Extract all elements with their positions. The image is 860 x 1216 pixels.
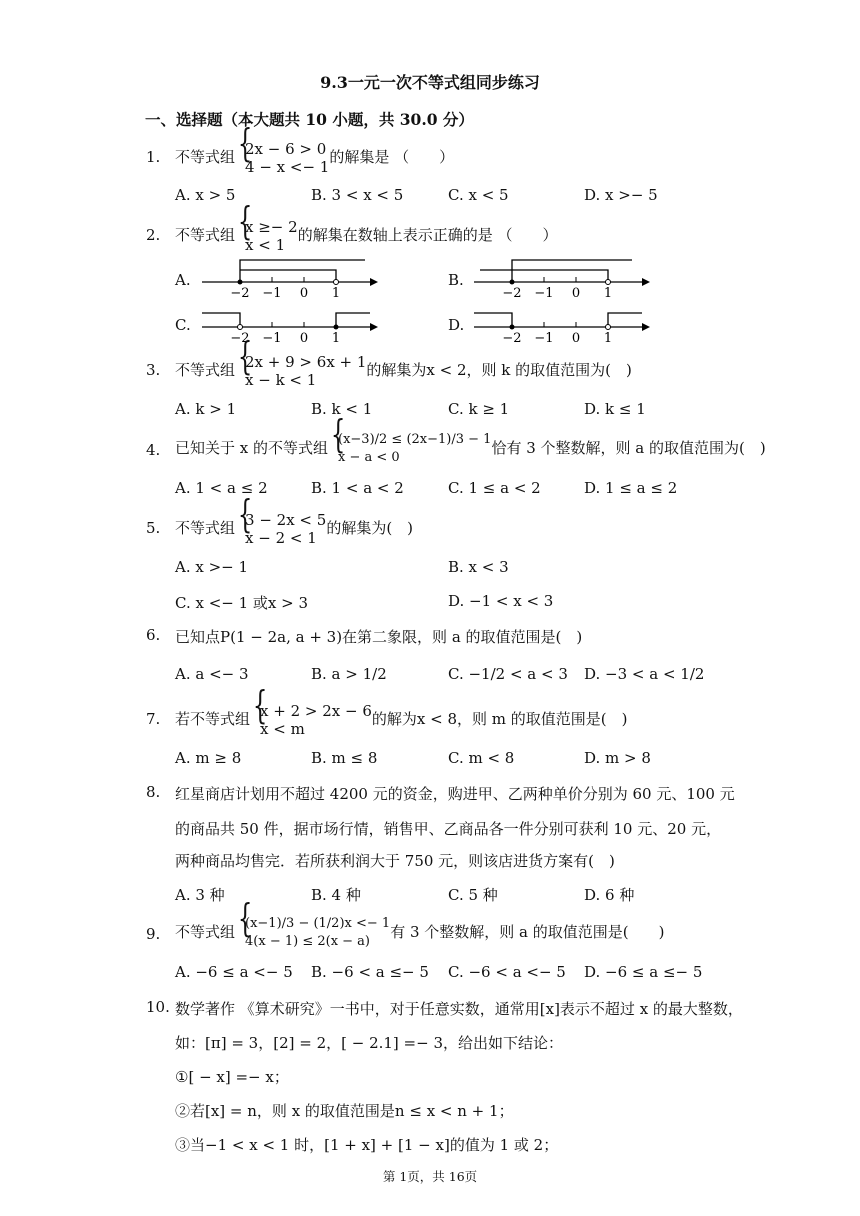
- option-a: A. −6 ≤ a <− 5: [175, 963, 293, 981]
- inequality-system: { x ≥− 2 x < 1: [235, 218, 298, 254]
- question-3-stem: 不等式组{ 2x + 9 > 6x + 1 x − k < 1的解集为x < 2，则 k 的取值范围为( ): [175, 353, 632, 389]
- svg-text:1: 1: [603, 331, 613, 345]
- number-line-a: [200, 258, 380, 300]
- option-b-label: B.: [448, 271, 464, 289]
- option-b: B. a > 1/2: [311, 665, 387, 683]
- option-d: D. −3 < a < 1/2: [584, 665, 705, 683]
- option-c: C. 5 种: [448, 886, 498, 904]
- solid-point: [510, 325, 515, 330]
- section-heading: 一、选择题（本大题共 10 小题，共 30.0 分）: [145, 110, 474, 129]
- question-8-line: 的商品共 50 件，据市场行情，销售甲、乙商品各一件分别可获利 10 元、20 元，: [175, 820, 722, 838]
- svg-text:0: 0: [299, 331, 309, 345]
- option-a: A. 1 < a ≤ 2: [175, 479, 268, 497]
- question-10-line: 如：[π] = 3，[2] = 2，[ − 2.1] =− 3，给出如下结论：: [175, 1034, 563, 1052]
- svg-text:1: 1: [603, 286, 613, 300]
- svg-text:−1: −1: [534, 286, 554, 300]
- number-line-d: [472, 303, 652, 345]
- option-b: B. −6 < a ≤− 5: [311, 963, 429, 981]
- question-number: 5.: [146, 519, 161, 537]
- svg-text:−1: −1: [262, 331, 282, 345]
- question-number: 7.: [146, 710, 161, 728]
- inequality-system: { 2x − 6 > 0 4 − x <− 1: [235, 140, 329, 176]
- question-number: 2.: [146, 226, 161, 244]
- question-7-stem: 若不等式组{ x + 2 > 2x − 6 x < m的解为x < 8，则 m 的取值范围是( ): [175, 702, 627, 738]
- open-point: [334, 280, 339, 285]
- question-number: 9.: [146, 925, 161, 943]
- question-10-line: 数学著作 《算术研究》一书中，对于任意实数，通常用[x]表示不超过 x 的最大整数，: [175, 1000, 743, 1018]
- svg-text:−2: −2: [502, 286, 522, 300]
- question-1-stem: 不等式组{ 2x − 6 > 0 4 − x <− 1的解集是 （ ）: [175, 140, 454, 176]
- number-line-b: [472, 258, 652, 300]
- option-b: B. x < 3: [448, 558, 509, 576]
- option-c-label: C.: [175, 316, 191, 334]
- option-a: A. a <− 3: [175, 665, 249, 683]
- option-b: B. k < 1: [311, 400, 373, 418]
- question-number: 10.: [146, 998, 170, 1016]
- svg-text:−2: −2: [502, 331, 522, 345]
- option-a: A. 3 种: [175, 886, 225, 904]
- question-number: 4.: [146, 441, 161, 459]
- number-line-c: [200, 303, 380, 345]
- option-c: C. −1/2 < a < 3: [448, 665, 568, 683]
- inequality-system: { x + 2 > 2x − 6 x < m: [250, 702, 372, 738]
- question-number: 3.: [146, 361, 161, 379]
- question-number: 8.: [146, 783, 161, 801]
- page-title: 9.3一元一次不等式组同步练习: [320, 73, 540, 92]
- option-c: C. x < 5: [448, 186, 509, 204]
- question-9-stem: 不等式组{ (x−1)/3 − (1/2)x <− 1 4(x − 1) ≤ 2(x − a)有 3 个整数解，则 a 的取值范围是( ): [175, 915, 664, 951]
- svg-text:−1: −1: [262, 286, 282, 300]
- question-5-stem: 不等式组{ 3 − 2x < 5 x − 2 < 1的解集为( ): [175, 511, 413, 547]
- option-b: B. 4 种: [311, 886, 361, 904]
- solid-point: [238, 280, 243, 285]
- option-c: C. x <− 1 或x > 3: [175, 594, 309, 612]
- svg-text:−2: −2: [230, 331, 250, 345]
- option-c: C. m < 8: [448, 749, 515, 767]
- solid-point: [510, 280, 515, 285]
- solid-point: [334, 325, 339, 330]
- option-b: B. 3 < x < 5: [311, 186, 404, 204]
- option-c: C. k ≥ 1: [448, 400, 510, 418]
- svg-text:1: 1: [331, 286, 341, 300]
- option-a-label: A.: [175, 271, 191, 289]
- page-footer: 第 1页，共 16页: [382, 1169, 478, 1184]
- question-4-stem: 已知关于 x 的不等式组{ (x−3)/2 ≤ (2x−1)/3 − 1 x − a < 0恰有 3 个整数解，则 a 的取值范围为( ): [175, 431, 766, 467]
- question-number: 1.: [146, 148, 161, 166]
- option-d: D. 1 ≤ a ≤ 2: [584, 479, 678, 497]
- option-c: C. 1 ≤ a < 2: [448, 479, 541, 497]
- option-d: D. −1 < x < 3: [448, 592, 554, 610]
- option-d: D. x >− 5: [584, 186, 658, 204]
- svg-text:0: 0: [571, 286, 581, 300]
- inequality-system: { (x−1)/3 − (1/2)x <− 1 4(x − 1) ≤ 2(x − a): [235, 915, 390, 951]
- svg-text:−1: −1: [534, 331, 554, 345]
- open-point: [606, 280, 611, 285]
- option-a: A. x >− 1: [175, 558, 249, 576]
- option-d: D. 6 种: [584, 886, 635, 904]
- option-a: A. k > 1: [175, 400, 237, 418]
- question-6-stem: 已知点P(1 − 2a, a + 3)在第二象限，则 a 的取值范围是( ): [175, 628, 583, 646]
- option-b: B. 1 < a < 2: [311, 479, 404, 497]
- question-8-line: 两种商品均售完．若所获利润大于 750 元，则该店进货方案有( ): [175, 852, 615, 870]
- option-b: B. m ≤ 8: [311, 749, 378, 767]
- inequality-system: { (x−3)/2 ≤ (2x−1)/3 − 1 x − a < 0: [328, 431, 491, 467]
- inequality-system: { 2x + 9 > 6x + 1 x − k < 1: [235, 353, 366, 389]
- question-10-line: ③当−1 < x < 1 时，[1 + x] + [1 − x]的值为 1 或 2；: [175, 1136, 559, 1154]
- option-c: C. −6 < a <− 5: [448, 963, 566, 981]
- question-8-line: 红星商店计划用不超过 4200 元的资金，购进甲、乙两种单价分别为 60 元、100 元: [175, 785, 735, 803]
- svg-text:1: 1: [331, 331, 341, 345]
- inequality-system: { 3 − 2x < 5 x − 2 < 1: [235, 511, 326, 547]
- svg-text:0: 0: [571, 331, 581, 345]
- open-point: [606, 325, 611, 330]
- option-d: D. m > 8: [584, 749, 651, 767]
- option-d: D. −6 ≤ a ≤− 5: [584, 963, 703, 981]
- question-10-line: ①[ − x] =− x；: [175, 1068, 289, 1086]
- question-number: 6.: [146, 626, 161, 644]
- option-d-label: D.: [448, 316, 465, 334]
- option-d: D. k ≤ 1: [584, 400, 646, 418]
- svg-text:0: 0: [299, 286, 309, 300]
- open-point: [238, 325, 243, 330]
- svg-text:−2: −2: [230, 286, 250, 300]
- option-a: A. x > 5: [175, 186, 236, 204]
- question-10-line: ②若[x] = n，则 x 的取值范围是n ≤ x < n + 1；: [175, 1102, 514, 1120]
- option-a: A. m ≥ 8: [175, 749, 242, 767]
- question-2-stem: 不等式组{ x ≥− 2 x < 1的解集在数轴上表示正确的是 （ ）: [175, 218, 557, 254]
